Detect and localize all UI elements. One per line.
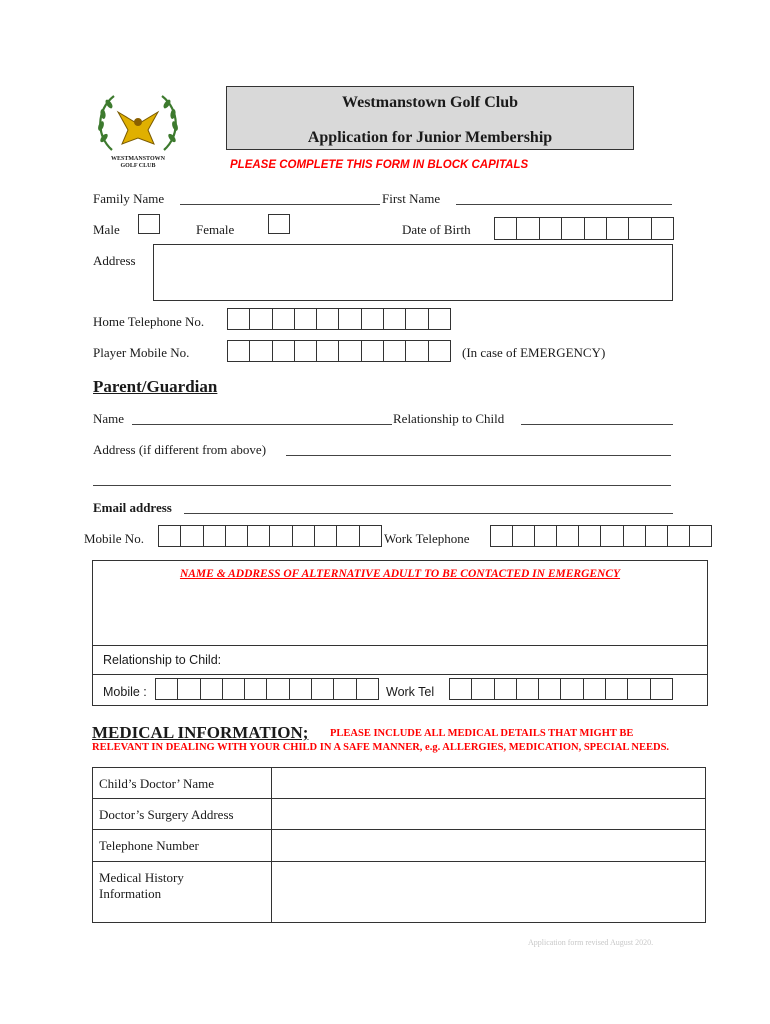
- parent-name-label: Name: [93, 411, 125, 426]
- dob-cell[interactable]: [629, 218, 651, 239]
- parent-guardian-heading: Parent/Guardian: [93, 377, 218, 396]
- digit-cell[interactable]: [267, 679, 289, 699]
- table-row: [93, 768, 706, 799]
- emergency-relationship-row[interactable]: [93, 645, 707, 674]
- form-revision-note: Application form revised August 2020.: [528, 938, 654, 947]
- digit-cell[interactable]: [357, 679, 378, 699]
- emergency-phone-row: [93, 674, 707, 705]
- digit-cell[interactable]: [690, 526, 711, 546]
- table-row: [93, 862, 706, 923]
- digit-cell[interactable]: [360, 526, 381, 546]
- digit-cell[interactable]: [384, 341, 406, 361]
- logo-caption: [92, 156, 184, 170]
- emergency-relationship-label: Relationship to Child:: [103, 653, 222, 667]
- player-mobile-label: Player Mobile No.: [93, 345, 190, 360]
- digit-cell[interactable]: [628, 679, 650, 699]
- dob-cell[interactable]: [540, 218, 562, 239]
- address-box[interactable]: [153, 244, 673, 301]
- digit-cell[interactable]: [270, 526, 292, 546]
- female-label: Female: [196, 222, 235, 237]
- email-field[interactable]: [184, 502, 673, 514]
- digit-cell[interactable]: [517, 679, 539, 699]
- work-telephone-grid[interactable]: [490, 525, 712, 547]
- digit-cell[interactable]: [539, 679, 561, 699]
- player-mobile-grid[interactable]: [227, 340, 451, 362]
- date-of-birth-grid[interactable]: [494, 217, 674, 240]
- digit-cell[interactable]: [362, 341, 384, 361]
- digit-cell[interactable]: [223, 679, 245, 699]
- telephone-number-label: Telephone Number: [93, 830, 272, 862]
- medical-note: PLEASE INCLUDE ALL MEDICAL DETAILS THAT MIGHT BE RELEVANT IN DEALING WITH YOUR CHILD IN A SAFE MANNER, e.g. ALLERGIES, MEDICATION, SPECIAL NEEDS.: [92, 728, 670, 753]
- digit-cell[interactable]: [295, 309, 317, 329]
- surgery-address-label: Doctor’s Surgery Address: [93, 799, 272, 830]
- digit-cell[interactable]: [339, 309, 361, 329]
- digit-cell[interactable]: [250, 341, 272, 361]
- table-row: [93, 799, 706, 830]
- digit-cell[interactable]: [273, 309, 295, 329]
- logo-text-line-1: WESTMANSTOWN: [111, 156, 165, 162]
- digit-cell[interactable]: [315, 526, 337, 546]
- digit-cell[interactable]: [228, 341, 250, 361]
- emergency-mobile-grid[interactable]: [155, 678, 379, 700]
- digit-cell[interactable]: [606, 679, 628, 699]
- parent-address-field[interactable]: [286, 444, 671, 456]
- digit-cell[interactable]: [362, 309, 384, 329]
- family-name-field[interactable]: [180, 193, 380, 205]
- digit-cell[interactable]: [535, 526, 557, 546]
- digit-cell[interactable]: [579, 526, 601, 546]
- digit-cell[interactable]: [334, 679, 356, 699]
- digit-cell[interactable]: [295, 341, 317, 361]
- digit-cell[interactable]: [250, 309, 272, 329]
- medical-history-label-text: Medical History Information: [99, 870, 184, 901]
- work-telephone-label: Work Telephone: [384, 531, 470, 546]
- digit-cell[interactable]: [290, 679, 312, 699]
- relationship-field[interactable]: [521, 413, 673, 425]
- digit-cell[interactable]: [495, 679, 517, 699]
- digit-cell[interactable]: [601, 526, 623, 546]
- digit-cell[interactable]: [584, 679, 606, 699]
- digit-cell[interactable]: [293, 526, 315, 546]
- digit-cell[interactable]: [337, 526, 359, 546]
- dob-cell[interactable]: [585, 218, 607, 239]
- emergency-note: (In case of EMERGENCY): [462, 345, 606, 360]
- block-capitals-instruction: PLEASE COMPLETE THIS FORM IN BLOCK CAPITALS: [230, 159, 529, 171]
- medical-details-table: [92, 767, 706, 923]
- dob-cell[interactable]: [517, 218, 539, 239]
- home-telephone-label: Home Telephone No.: [93, 314, 205, 329]
- digit-cell[interactable]: [624, 526, 646, 546]
- digit-cell[interactable]: [248, 526, 270, 546]
- digit-cell[interactable]: [273, 341, 295, 361]
- first-name-label: First Name: [382, 191, 441, 206]
- dob-cell[interactable]: [495, 218, 517, 239]
- male-label: Male: [93, 222, 120, 237]
- parent-mobile-grid[interactable]: [158, 525, 382, 547]
- digit-cell[interactable]: [178, 679, 200, 699]
- digit-cell[interactable]: [245, 679, 267, 699]
- digit-cell[interactable]: [491, 526, 513, 546]
- digit-cell[interactable]: [384, 309, 406, 329]
- emergency-work-tel-grid[interactable]: [449, 678, 673, 700]
- dob-cell[interactable]: [607, 218, 629, 239]
- digit-cell[interactable]: [159, 526, 181, 546]
- parent-mobile-label: Mobile No.: [84, 531, 144, 546]
- digit-cell[interactable]: [668, 526, 690, 546]
- parent-name-field[interactable]: [132, 413, 392, 425]
- family-name-label: Family Name: [93, 191, 165, 206]
- first-name-field[interactable]: [456, 193, 672, 205]
- medical-history-field[interactable]: [272, 862, 706, 923]
- doctor-telephone-field[interactable]: [272, 830, 706, 862]
- male-checkbox[interactable]: [138, 214, 160, 234]
- digit-cell[interactable]: [317, 309, 339, 329]
- digit-cell[interactable]: [450, 679, 472, 699]
- relationship-label: Relationship to Child: [393, 411, 505, 426]
- emergency-contact-box[interactable]: [92, 560, 708, 706]
- digit-cell[interactable]: [204, 526, 226, 546]
- digit-cell[interactable]: [429, 341, 450, 361]
- female-checkbox[interactable]: [268, 214, 290, 234]
- digit-cell[interactable]: [646, 526, 668, 546]
- dob-cell[interactable]: [562, 218, 584, 239]
- table-row: [93, 830, 706, 862]
- digit-cell[interactable]: [561, 679, 583, 699]
- digit-cell[interactable]: [472, 679, 494, 699]
- parent-address-field-line-2[interactable]: [93, 474, 671, 486]
- digit-cell[interactable]: [557, 526, 579, 546]
- digit-cell[interactable]: [651, 679, 672, 699]
- medical-history-label: [93, 862, 272, 923]
- club-name: Westmanstown Golf Club: [341, 94, 519, 111]
- surgery-address-field[interactable]: [272, 799, 706, 830]
- medical-information-heading: MEDICAL INFORMATION;: [92, 723, 309, 742]
- digit-cell[interactable]: [406, 309, 428, 329]
- home-telephone-grid[interactable]: [227, 308, 451, 330]
- digit-cell[interactable]: [429, 309, 450, 329]
- emergency-contact-title: NAME & ADDRESS OF ALTERNATIVE ADULT TO BE CONTACTED IN EMERGENCY: [179, 568, 621, 580]
- parent-address-label: Address (if different from above): [93, 442, 267, 457]
- digit-cell[interactable]: [228, 309, 250, 329]
- digit-cell[interactable]: [312, 679, 334, 699]
- title-box: [226, 86, 634, 150]
- date-of-birth-label: Date of Birth: [402, 222, 471, 237]
- email-label: Email address: [93, 500, 172, 515]
- digit-cell[interactable]: [339, 341, 361, 361]
- digit-cell[interactable]: [226, 526, 248, 546]
- emergency-work-tel-label: Work Tel: [386, 685, 435, 699]
- digit-cell[interactable]: [317, 341, 339, 361]
- address-label: Address: [93, 253, 136, 268]
- dob-cell[interactable]: [652, 218, 673, 239]
- digit-cell[interactable]: [201, 679, 223, 699]
- digit-cell[interactable]: [156, 679, 178, 699]
- doctor-name-field[interactable]: [272, 768, 706, 799]
- doctor-name-label: Child’s Doctor’ Name: [93, 768, 272, 799]
- digit-cell[interactable]: [406, 341, 428, 361]
- form-title: Application for Junior Membership: [307, 129, 553, 146]
- emergency-mobile-label: Mobile :: [103, 685, 147, 699]
- digit-cell[interactable]: [513, 526, 535, 546]
- logo-text-line-2: GOLF CLUB: [120, 163, 156, 169]
- digit-cell[interactable]: [181, 526, 203, 546]
